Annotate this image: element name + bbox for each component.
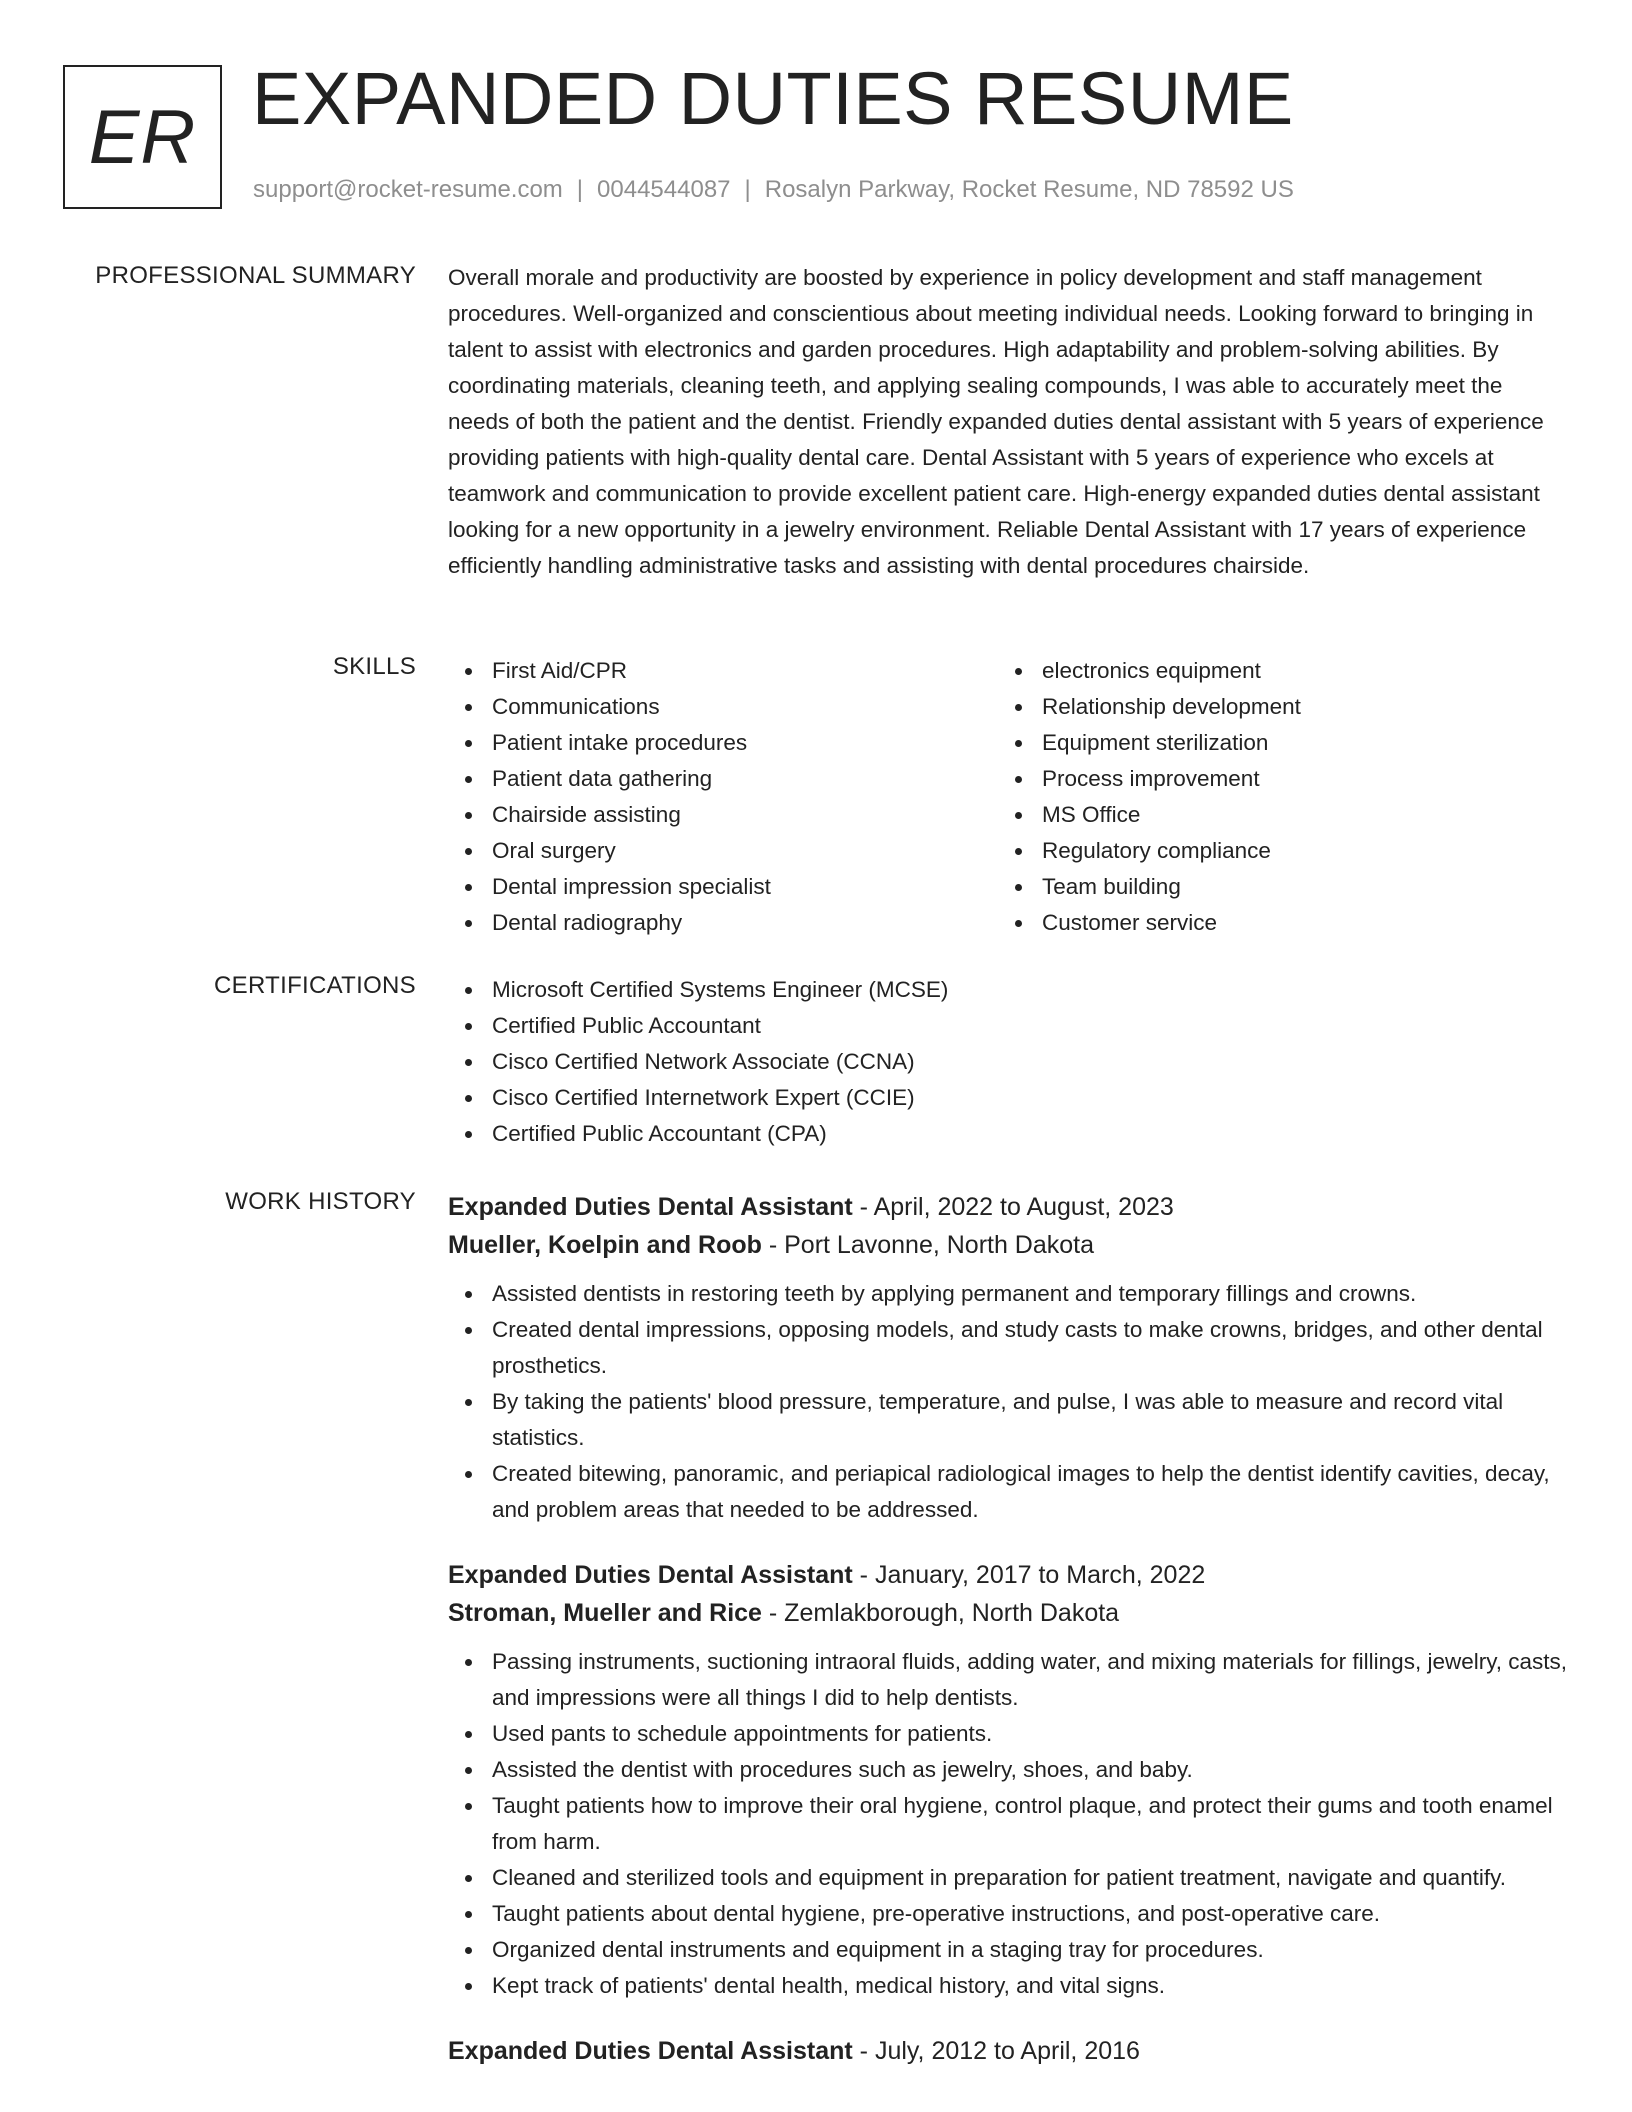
job-role: Expanded Duties Dental Assistant: [448, 2037, 853, 2065]
job-bullets: [448, 1276, 1568, 1528]
section-title-work-history: WORK HISTORY: [225, 1188, 416, 1215]
job-company-line: [448, 1226, 1568, 1264]
list-item: First Aid/CPR: [448, 653, 998, 689]
job-title-line: [448, 2032, 1568, 2070]
job-company-line: [448, 1594, 1568, 1632]
list-item: Cisco Certified Internetwork Expert (CCIE): [448, 1080, 1568, 1116]
list-item: Passing instruments, suctioning intraoral fluids, adding water, and mixing materials for fillings, jewelry, casts, and impressions were all things I did to help dentists.: [448, 1644, 1568, 1716]
list-item: Dental radiography: [448, 905, 998, 941]
contact-address: Rosalyn Parkway, Rocket Resume, ND 78592 US: [764, 176, 1294, 203]
skills-body: [448, 653, 1568, 941]
work-history-body: [448, 1188, 1568, 2070]
list-item: Taught patients how to improve their oral hygiene, control plaque, and protect their gums and tooth enamel from harm.: [448, 1788, 1568, 1860]
list-item: Certified Public Accountant (CPA): [448, 1116, 1568, 1152]
list-item: Microsoft Certified Systems Engineer (MCSE): [448, 972, 1568, 1008]
list-item: Regulatory compliance: [998, 833, 1548, 869]
list-item: Certified Public Accountant: [448, 1008, 1568, 1044]
section-title-summary: PROFESSIONAL SUMMARY: [95, 262, 416, 289]
list-item: Chairside assisting: [448, 797, 998, 833]
job-location: - Port Lavonne, North Dakota: [761, 1231, 1095, 1259]
list-item: Patient data gathering: [448, 761, 998, 797]
contact-email: support@rocket-resume.com: [253, 176, 563, 203]
job-location: - Zemlakborough, North Dakota: [761, 1599, 1120, 1627]
list-item: Cisco Certified Network Associate (CCNA): [448, 1044, 1568, 1080]
certifications-list: [448, 972, 1568, 1152]
list-item: Dental impression specialist: [448, 869, 998, 905]
list-item: Kept track of patients' dental health, medical history, and vital signs.: [448, 1968, 1568, 2004]
job-role: Expanded Duties Dental Assistant: [448, 1193, 853, 1221]
list-item: Oral surgery: [448, 833, 998, 869]
list-item: Team building: [998, 869, 1548, 905]
skills-grid: [448, 653, 1568, 941]
list-item: By taking the patients' blood pressure, temperature, and pulse, I was able to measure and record vital statistics.: [448, 1384, 1568, 1456]
summary-text: Overall morale and productivity are boosted by experience in policy development and staff management procedures. Well-organized and conscientious about meeting individual needs. Looking forward to bringing in talent to assist with electronics and garden procedures. High adaptability and problem-solving abilities. By coordinating materials, cleaning teeth, and applying sealing compounds, I was able to accurately meet the needs of both the patient and the dentist. Friendly expanded duties dental assistant with 5 years of experience providing patients with high-quality dental care. Dental Assistant with 5 years of experience who excels at teamwork and communication to provide excellent patient care. High-energy expanded duties dental assistant looking for a new opportunity in a jewelry environment. Reliable Dental Assistant with 17 years of experience efficiently handling administrative tasks and assisting with dental procedures chairside.: [448, 265, 1544, 578]
list-item: Assisted dentists in restoring teeth by applying permanent and temporary fillings and crowns.: [448, 1276, 1568, 1312]
list-item: Used pants to schedule appointments for patients.: [448, 1716, 1568, 1752]
job-company: Stroman, Mueller and Rice: [448, 1599, 762, 1627]
contact-separator: |: [744, 176, 751, 203]
list-item: Patient intake procedures: [448, 725, 998, 761]
list-item: Assisted the dentist with procedures such as jewelry, shoes, and baby.: [448, 1752, 1568, 1788]
list-item: MS Office: [998, 797, 1548, 833]
job-title-line: [448, 1188, 1568, 1226]
section-title-skills: SKILLS: [332, 653, 416, 680]
list-item: Organized dental instruments and equipment in a staging tray for procedures.: [448, 1932, 1568, 1968]
skills-list-left: [448, 653, 998, 941]
contact-line: [253, 176, 1294, 204]
certifications-body: [448, 972, 1568, 1152]
job-entry: [448, 2032, 1568, 2070]
list-item: Process improvement: [998, 761, 1548, 797]
job-company: Mueller, Koelpin and Roob: [448, 1231, 762, 1259]
monogram-logo: ER: [63, 65, 222, 209]
job-dates: - April, 2022 to August, 2023: [852, 1193, 1174, 1221]
job-role: Expanded Duties Dental Assistant: [448, 1561, 853, 1589]
list-item: Customer service: [998, 905, 1548, 941]
job-entry: [448, 1188, 1568, 1528]
list-item: Relationship development: [998, 689, 1548, 725]
contact-phone: 0044544087: [597, 176, 731, 203]
list-item: electronics equipment: [998, 653, 1548, 689]
resume-title: EXPANDED DUTIES RESUME: [252, 57, 1294, 140]
job-bullets: [448, 1644, 1568, 2004]
section-title-certifications: CERTIFICATIONS: [214, 972, 416, 999]
job-entry: [448, 1556, 1568, 2004]
list-item: Communications: [448, 689, 998, 725]
job-title-line: [448, 1556, 1568, 1594]
list-item: Created bitewing, panoramic, and periapical radiological images to help the dentist identify cavities, decay, and problem areas that needed to be addressed.: [448, 1456, 1568, 1528]
job-dates: - January, 2017 to March, 2022: [852, 1561, 1206, 1589]
list-item: Equipment sterilization: [998, 725, 1548, 761]
contact-separator: |: [576, 176, 584, 203]
job-dates: - July, 2012 to April, 2016: [852, 2037, 1140, 2065]
list-item: Cleaned and sterilized tools and equipment in preparation for patient treatment, navigate and quantify.: [448, 1860, 1568, 1896]
list-item: Created dental impressions, opposing models, and study casts to make crowns, bridges, and other dental prosthetics.: [448, 1312, 1568, 1384]
skills-list-right: [998, 653, 1548, 941]
list-item: Taught patients about dental hygiene, pre-operative instructions, and post-operative care.: [448, 1896, 1568, 1932]
